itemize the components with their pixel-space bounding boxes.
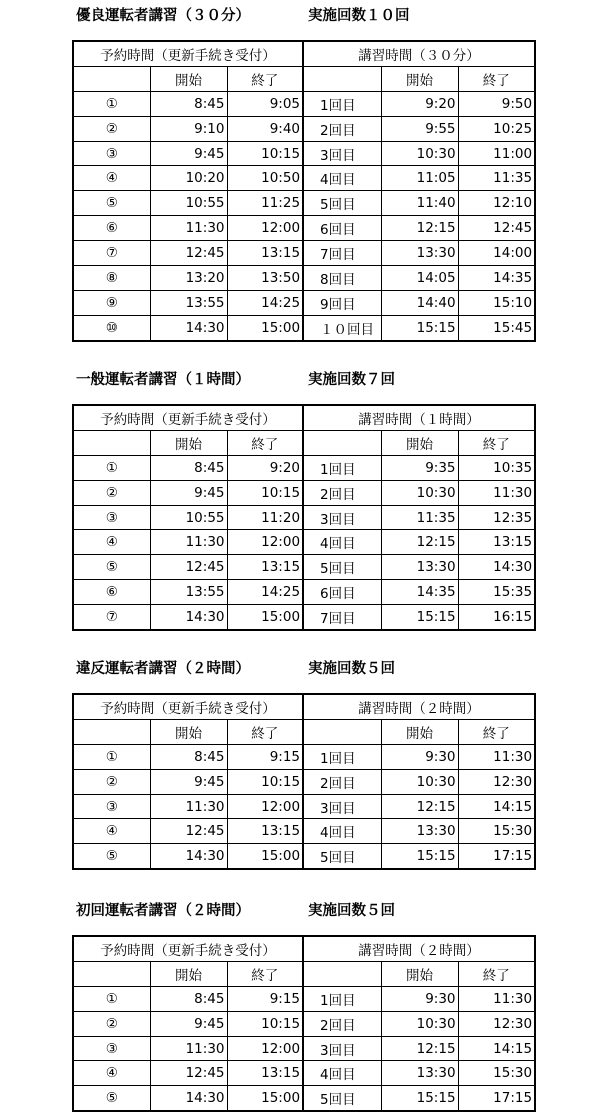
session-label: 5回目	[303, 555, 381, 580]
reservation-end: 13:15	[227, 819, 303, 844]
reservation-end: 15:00	[227, 605, 303, 630]
table-row	[73, 794, 535, 819]
reservation-end: 11:20	[227, 505, 303, 530]
reservation-end: 13:15	[227, 241, 303, 266]
slot-number: ④	[73, 166, 150, 191]
end-label: 終了	[227, 430, 303, 455]
table-row	[73, 1011, 535, 1036]
lecture-end: 11:30	[458, 744, 535, 769]
slot-number: ①	[73, 744, 150, 769]
end-label: 終了	[227, 961, 303, 986]
slot-number: ④	[73, 530, 150, 555]
start-label: 開始	[150, 430, 227, 455]
lecture-start: 10:30	[381, 480, 458, 505]
subheader-row	[73, 66, 535, 91]
lecture-end: 12:30	[458, 769, 535, 794]
schedule-table	[72, 693, 536, 870]
reservation-start: 9:45	[150, 480, 227, 505]
lecture-start: 9:20	[381, 91, 458, 116]
lecture-start: 13:30	[381, 555, 458, 580]
reservation-start: 11:30	[150, 794, 227, 819]
end-label: 終了	[458, 961, 535, 986]
subheader-row	[73, 719, 535, 744]
header-row	[73, 936, 535, 961]
slot-number: ⑨	[73, 290, 150, 315]
reservation-end: 9:40	[227, 116, 303, 141]
header-row	[73, 41, 535, 66]
lecture-start: 10:30	[381, 769, 458, 794]
slot-number: ⑦	[73, 605, 150, 630]
table-row	[73, 769, 535, 794]
session-label: 6回目	[303, 580, 381, 605]
reservation-end: 13:15	[227, 1061, 303, 1086]
lecture-start: 12:15	[381, 216, 458, 241]
table-row	[73, 455, 535, 480]
session-label: 5回目	[303, 191, 381, 216]
lecture-end: 14:35	[458, 266, 535, 291]
blank-cell	[303, 430, 381, 455]
table-row	[73, 819, 535, 844]
end-label: 終了	[227, 719, 303, 744]
reservation-start: 9:45	[150, 1011, 227, 1036]
lecture-start: 13:30	[381, 1061, 458, 1086]
start-label: 開始	[381, 961, 458, 986]
lecture-start: 11:35	[381, 505, 458, 530]
session-label: 2回目	[303, 116, 381, 141]
lecture-end: 9:50	[458, 91, 535, 116]
table-row	[73, 266, 535, 291]
reservation-end: 12:00	[227, 794, 303, 819]
reservation-start: 8:45	[150, 91, 227, 116]
table-row	[73, 141, 535, 166]
slot-number: ②	[73, 769, 150, 794]
table-row	[73, 986, 535, 1011]
blank-cell	[73, 961, 150, 986]
start-label: 開始	[150, 66, 227, 91]
subheader-row	[73, 961, 535, 986]
slot-number: ⑤	[73, 191, 150, 216]
slot-number: ⑥	[73, 580, 150, 605]
reservation-end: 12:00	[227, 1036, 303, 1061]
table-row	[73, 744, 535, 769]
reservation-end: 15:00	[227, 315, 303, 340]
lecture-end: 12:35	[458, 505, 535, 530]
lecture-end: 12:30	[458, 1011, 535, 1036]
reservation-end: 9:15	[227, 986, 303, 1011]
table-row	[73, 91, 535, 116]
table-row	[73, 505, 535, 530]
reservation-end: 10:15	[227, 1011, 303, 1036]
reservation-end: 9:20	[227, 455, 303, 480]
subheader-row	[73, 430, 535, 455]
reservation-end: 10:15	[227, 141, 303, 166]
lecture-end: 15:10	[458, 290, 535, 315]
session-label: 4回目	[303, 166, 381, 191]
lecture-header: 講習時間（３０分）	[303, 41, 535, 66]
table-row	[73, 191, 535, 216]
session-label: 4回目	[303, 530, 381, 555]
lecture-start: 9:35	[381, 455, 458, 480]
slot-number: ⑤	[73, 555, 150, 580]
reservation-end: 10:50	[227, 166, 303, 191]
reservation-end: 10:15	[227, 769, 303, 794]
reservation-end: 9:15	[227, 744, 303, 769]
slot-number: ①	[73, 455, 150, 480]
slot-number: ①	[73, 986, 150, 1011]
schedule-table	[72, 935, 536, 1112]
lecture-start: 11:40	[381, 191, 458, 216]
table-row	[73, 844, 535, 869]
table-row	[73, 1086, 535, 1111]
reservation-start: 8:45	[150, 986, 227, 1011]
reservation-start: 9:45	[150, 141, 227, 166]
slot-number: ②	[73, 1011, 150, 1036]
course-title: 一般運転者講習（１時間）	[76, 372, 250, 388]
reservation-end: 15:00	[227, 1086, 303, 1111]
table-row	[73, 530, 535, 555]
reservation-start: 14:30	[150, 844, 227, 869]
lecture-end: 13:15	[458, 530, 535, 555]
lecture-start: 9:30	[381, 986, 458, 1011]
slot-number: ⑧	[73, 266, 150, 291]
reservation-start: 13:55	[150, 580, 227, 605]
table-row	[73, 315, 535, 340]
lecture-start: 15:15	[381, 844, 458, 869]
lecture-start: 12:15	[381, 530, 458, 555]
course-title: 違反運転者講習（２時間）	[76, 661, 250, 677]
blank-cell	[303, 719, 381, 744]
end-label: 終了	[458, 66, 535, 91]
lecture-end: 10:35	[458, 455, 535, 480]
reservation-start: 13:55	[150, 290, 227, 315]
reservation-start: 11:30	[150, 1036, 227, 1061]
reservation-start: 14:30	[150, 1086, 227, 1111]
lecture-start: 15:15	[381, 315, 458, 340]
lecture-end: 14:30	[458, 555, 535, 580]
blank-cell	[73, 430, 150, 455]
lecture-end: 14:00	[458, 241, 535, 266]
lecture-end: 10:25	[458, 116, 535, 141]
schedule-table	[72, 40, 536, 342]
table-row	[73, 216, 535, 241]
lecture-start: 9:55	[381, 116, 458, 141]
reservation-start: 8:45	[150, 744, 227, 769]
reservation-end: 12:00	[227, 216, 303, 241]
reservation-end: 15:00	[227, 844, 303, 869]
table-row	[73, 555, 535, 580]
table-row	[73, 1061, 535, 1086]
reservation-start: 13:20	[150, 266, 227, 291]
lecture-end: 11:30	[458, 480, 535, 505]
lecture-start: 11:05	[381, 166, 458, 191]
reservation-start: 11:30	[150, 530, 227, 555]
slot-number: ①	[73, 91, 150, 116]
slot-number: ⑩	[73, 315, 150, 340]
lecture-end: 14:15	[458, 1036, 535, 1061]
lecture-end: 17:15	[458, 844, 535, 869]
slot-number: ③	[73, 1036, 150, 1061]
table-row	[73, 480, 535, 505]
course-title: 優良運転者講習（３０分）	[76, 8, 250, 24]
lecture-start: 15:15	[381, 1086, 458, 1111]
session-label: 3回目	[303, 794, 381, 819]
course-title: 初回運転者講習（２時間）	[76, 903, 250, 919]
session-label: 1回目	[303, 91, 381, 116]
lecture-end: 16:15	[458, 605, 535, 630]
reservation-start: 14:30	[150, 315, 227, 340]
slot-number: ④	[73, 819, 150, 844]
slot-number: ⑤	[73, 844, 150, 869]
lecture-start: 13:30	[381, 819, 458, 844]
slot-number: ③	[73, 505, 150, 530]
reservation-end: 13:50	[227, 266, 303, 291]
table-row	[73, 166, 535, 191]
reservation-start: 10:20	[150, 166, 227, 191]
reservation-end: 14:25	[227, 290, 303, 315]
lecture-end: 12:45	[458, 216, 535, 241]
session-label: 2回目	[303, 1011, 381, 1036]
lecture-end: 11:35	[458, 166, 535, 191]
lecture-header: 講習時間（１時間）	[303, 405, 535, 430]
lecture-start: 12:15	[381, 794, 458, 819]
end-label: 終了	[458, 719, 535, 744]
session-label: 3回目	[303, 505, 381, 530]
slot-number: ②	[73, 116, 150, 141]
reservation-start: 14:30	[150, 605, 227, 630]
lecture-end: 12:10	[458, 191, 535, 216]
session-label: 4回目	[303, 1061, 381, 1086]
slot-number: ②	[73, 480, 150, 505]
lecture-start: 10:30	[381, 1011, 458, 1036]
reservation-start: 10:55	[150, 505, 227, 530]
lecture-end: 14:15	[458, 794, 535, 819]
reservation-start: 11:30	[150, 216, 227, 241]
session-count: 実施回数７回	[308, 372, 395, 388]
table-row	[73, 580, 535, 605]
header-row	[73, 694, 535, 719]
reservation-header: 予約時間（更新手続き受付）	[73, 694, 303, 719]
session-label: 1回目	[303, 455, 381, 480]
lecture-header: 講習時間（２時間）	[303, 694, 535, 719]
reservation-start: 12:45	[150, 241, 227, 266]
reservation-header: 予約時間（更新手続き受付）	[73, 936, 303, 961]
slot-number: ⑥	[73, 216, 150, 241]
reservation-start: 9:45	[150, 769, 227, 794]
reservation-end: 11:25	[227, 191, 303, 216]
slot-number: ⑤	[73, 1086, 150, 1111]
reservation-end: 14:25	[227, 580, 303, 605]
table-row	[73, 116, 535, 141]
session-label: 8回目	[303, 266, 381, 291]
table-row	[73, 290, 535, 315]
slot-number: ④	[73, 1061, 150, 1086]
lecture-start: 13:30	[381, 241, 458, 266]
reservation-header: 予約時間（更新手続き受付）	[73, 405, 303, 430]
reservation-start: 10:55	[150, 191, 227, 216]
lecture-start: 12:15	[381, 1036, 458, 1061]
session-label: 3回目	[303, 1036, 381, 1061]
slot-number: ③	[73, 141, 150, 166]
lecture-end: 11:00	[458, 141, 535, 166]
lecture-end: 11:30	[458, 986, 535, 1011]
session-label: １０回目	[303, 315, 381, 340]
start-label: 開始	[150, 961, 227, 986]
session-label: 2回目	[303, 769, 381, 794]
reservation-start: 12:45	[150, 819, 227, 844]
session-label: 5回目	[303, 844, 381, 869]
start-label: 開始	[381, 719, 458, 744]
session-label: 4回目	[303, 819, 381, 844]
schedule-table	[72, 404, 536, 631]
lecture-end: 15:45	[458, 315, 535, 340]
reservation-end: 13:15	[227, 555, 303, 580]
slot-number: ⑦	[73, 241, 150, 266]
session-count: 実施回数５回	[308, 903, 395, 919]
end-label: 終了	[227, 66, 303, 91]
start-label: 開始	[150, 719, 227, 744]
session-label: 7回目	[303, 605, 381, 630]
slot-number: ③	[73, 794, 150, 819]
table-row	[73, 1036, 535, 1061]
table-row	[73, 241, 535, 266]
table-row	[73, 605, 535, 630]
reservation-start: 9:10	[150, 116, 227, 141]
reservation-start: 12:45	[150, 1061, 227, 1086]
header-row	[73, 405, 535, 430]
lecture-header: 講習時間（２時間）	[303, 936, 535, 961]
session-count: 実施回数５回	[308, 661, 395, 677]
reservation-end: 12:00	[227, 530, 303, 555]
lecture-start: 14:35	[381, 580, 458, 605]
end-label: 終了	[458, 430, 535, 455]
session-label: 1回目	[303, 986, 381, 1011]
lecture-end: 17:15	[458, 1086, 535, 1111]
blank-cell	[303, 66, 381, 91]
reservation-header: 予約時間（更新手続き受付）	[73, 41, 303, 66]
lecture-start: 14:05	[381, 266, 458, 291]
session-label: 1回目	[303, 744, 381, 769]
blank-cell	[73, 719, 150, 744]
lecture-start: 15:15	[381, 605, 458, 630]
session-label: 5回目	[303, 1086, 381, 1111]
reservation-end: 9:05	[227, 91, 303, 116]
lecture-end: 15:30	[458, 819, 535, 844]
session-label: 6回目	[303, 216, 381, 241]
session-count: 実施回数１０回	[308, 8, 410, 24]
lecture-start: 10:30	[381, 141, 458, 166]
start-label: 開始	[381, 430, 458, 455]
lecture-end: 15:30	[458, 1061, 535, 1086]
reservation-end: 10:15	[227, 480, 303, 505]
reservation-start: 12:45	[150, 555, 227, 580]
lecture-end: 15:35	[458, 580, 535, 605]
reservation-start: 8:45	[150, 455, 227, 480]
lecture-start: 14:40	[381, 290, 458, 315]
blank-cell	[303, 961, 381, 986]
lecture-start: 9:30	[381, 744, 458, 769]
session-label: 7回目	[303, 241, 381, 266]
session-label: 3回目	[303, 141, 381, 166]
session-label: 2回目	[303, 480, 381, 505]
start-label: 開始	[381, 66, 458, 91]
blank-cell	[73, 66, 150, 91]
session-label: 9回目	[303, 290, 381, 315]
